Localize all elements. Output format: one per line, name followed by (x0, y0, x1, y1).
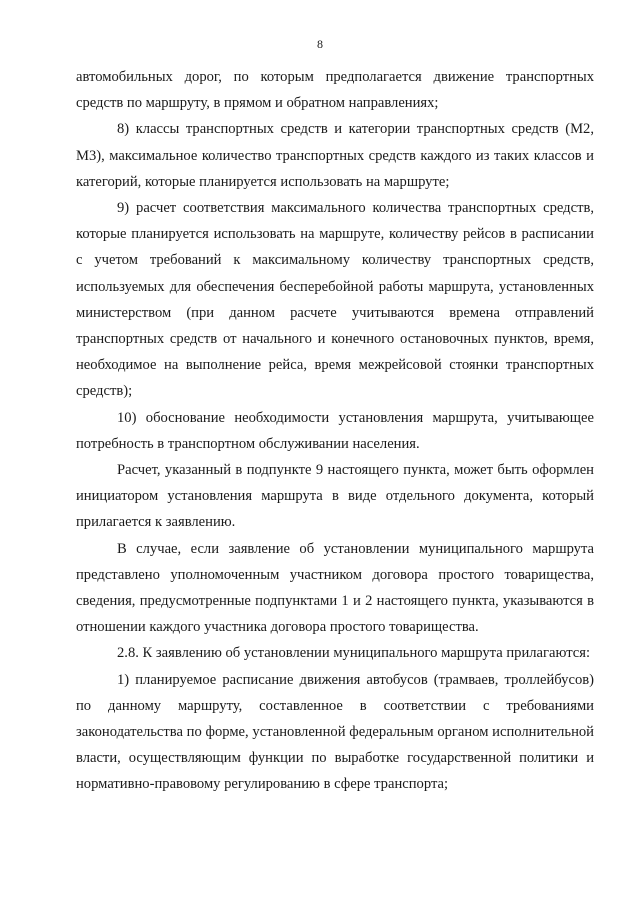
paragraph-section-2-8: 2.8. К заявлению об установлении муниципального маршрута прилагаются: (117, 645, 591, 662)
document-body (76, 64, 594, 798)
paragraph-continuation: автомобильных дорог, по которым предполагается движение транспортных средств по маршруту, в прямом и обратном направлениях; (76, 69, 594, 112)
paragraph-item-8: 8) классы транспортных средств и категории транспортных средств (М2, М3), максимальное количество транспортных средств каждого из таких классов и категорий, которые планируется использовать на маршруте; (76, 121, 594, 190)
paragraph-calculation-note: Расчет, указанный в подпункте 9 настоящего пункта, может быть оформлен инициатором установления маршрута в виде отдельного документа, который прилагается к заявлению. (76, 462, 594, 531)
page-number: 8 (317, 37, 323, 51)
paragraph-attachment-1: 1) планируемое расписание движения автобусов (трамваев, троллейбусов) по данному маршруту, составленное в соответствии с требованиями законодательства по форме, установленной федеральным органом исполнительной власти, осуществляющим функции по выработке государственной политики и нормативно-правовому регулированию в сфере транспорта; (76, 671, 594, 793)
paragraph-item-9: 9) расчет соответствия максимального количества транспортных средств, которые планируется использовать на маршруте, количеству рейсов в расписании с учетом требований к максимальному количеству транспортных средств, используемых для обеспечения бесперебойной работы маршрута, установленных министерством (при данном расчете учитываются времена отправлений транспортных средств от начального и конечного остановочных пунктов, время, необходимое на выполнение рейса, время межрейсовой стоянки транспортных средств); (76, 200, 594, 400)
paragraph-partnership-note: В случае, если заявление об установлении муниципального маршрута представлено уполномоченным участником договора простого товарищества, сведения, предусмотренные подпунктами 1 и 2 настоящего пункта, указываются в отношении каждого участника договора простого товарищества. (76, 540, 594, 636)
paragraph-item-10: 10) обоснование необходимости установления маршрута, учитывающее потребность в транспортном обслуживании населения. (76, 409, 594, 452)
